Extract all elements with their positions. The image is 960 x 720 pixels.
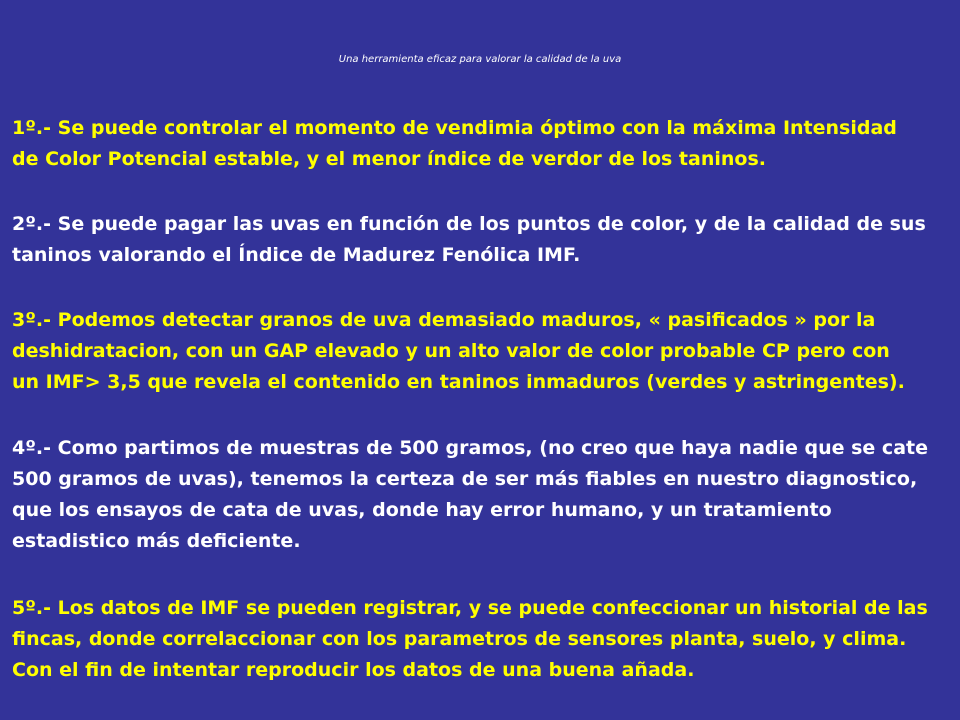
- paragraph-3: [12, 305, 956, 398]
- paragraph-2: [12, 209, 956, 271]
- paragraph-line: 4º.- Como partimos de muestras de 500 gramos, (no creo que haya nadie que se cate: [12, 437, 928, 459]
- slide-title: Una herramienta eficaz para valorar la calidad de la uva: [338, 54, 622, 65]
- paragraph-4: [12, 433, 956, 557]
- paragraph-line: 500 gramos de uvas), tenemos la certeza de ser más fiables en nuestro diagnostico,: [12, 468, 918, 490]
- paragraph-line: taninos valorando el Índice de Madurez Fenólica IMF.: [12, 244, 581, 266]
- paragraph-line: de Color Potencial estable, y el menor índice de verdor de los taninos.: [12, 148, 766, 170]
- paragraph-line: 2º.- Se puede pagar las uvas en función de los puntos de color, y de la calidad de sus: [12, 213, 926, 235]
- paragraph-line: estadistico más deficiente.: [12, 530, 301, 552]
- paragraph-line: un IMF> 3,5 que revela el contenido en taninos inmaduros (verdes y astringentes).: [12, 371, 905, 393]
- paragraph-line: Con el fin de intentar reproducir los datos de una buena añada.: [12, 659, 695, 681]
- paragraph-5: [12, 593, 956, 686]
- paragraph-line: fincas, donde correlaccionar con los parametros de sensores planta, suelo, y clima.: [12, 628, 907, 650]
- paragraph-1: [12, 113, 956, 175]
- paragraph-line: 5º.- Los datos de IMF se pueden registrar, y se puede confeccionar un historial de las: [12, 597, 928, 619]
- paragraph-line: 3º.- Podemos detectar granos de uva demasiado maduros, « pasificados » por la: [12, 309, 876, 331]
- paragraph-line: deshidratacion, con un GAP elevado y un alto valor de color probable CP pero con: [12, 340, 890, 362]
- paragraph-line: 1º.- Se puede controlar el momento de vendimia óptimo con la máxima Intensidad: [12, 117, 897, 139]
- paragraph-line: que los ensayos de cata de uvas, donde hay error humano, y un tratamiento: [12, 499, 832, 521]
